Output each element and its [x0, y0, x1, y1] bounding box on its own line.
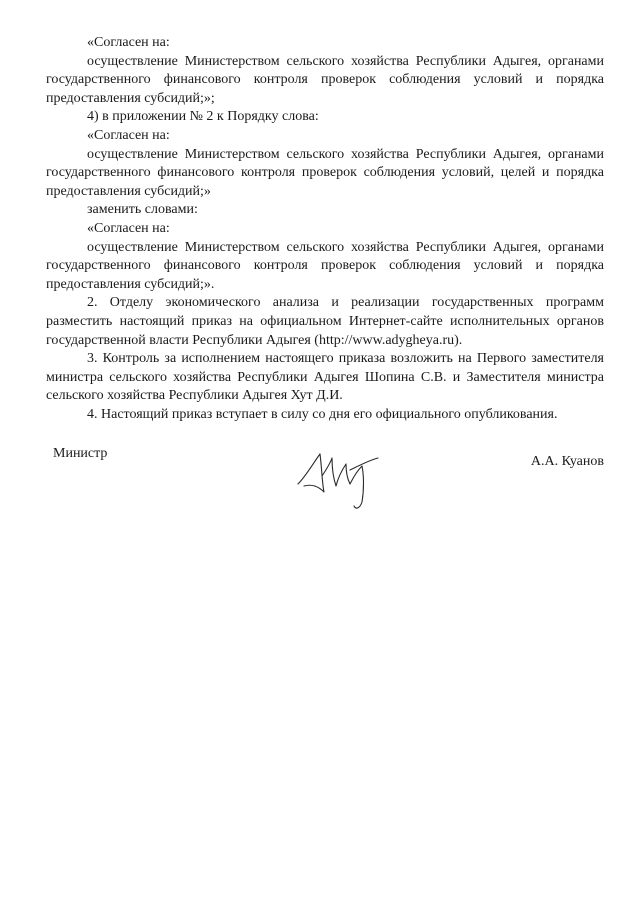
signature-title: Министр [53, 446, 108, 461]
paragraph: «Согласен на: [87, 35, 170, 50]
paragraph: осуществление Министерством сельского хозяйства Республики Адыгея, органами государственного финансового контроля проверок соблюдения условий и порядка предоставления субсидий;»; [46, 53, 604, 106]
paragraph: осуществление Министерством сельского хозяйства Республики Адыгея, органами государственного финансового контроля проверок соблюдения условий, целей и порядка предоставления субсидий;» [46, 146, 604, 199]
paragraph: 4. Настоящий приказ вступает в силу со дня его официального опубликования. [87, 406, 558, 422]
paragraph: «Согласен на: [87, 127, 170, 143]
paragraph: осуществление Министерством сельского хозяйства Республики Адыгея, органами государственного финансового контроля проверок соблюдения условий и порядка предоставления субсидий;». [46, 239, 604, 292]
paragraph: «Согласен на: [87, 220, 170, 236]
paragraph: заменить словами: [87, 202, 198, 218]
handwritten-signature [292, 440, 384, 512]
paragraph: 4) в приложении № 2 к Порядку слова: [87, 109, 319, 125]
signatory-name: А.А. Куанов [530, 454, 604, 469]
document-body [46, 34, 604, 424]
paragraph: 2. Отделу экономического анализа и реализации государственных программ разместить настоящий приказ на официальном Интернет-сайте исполнительных органов государственной власти Республики Адыгея (http://www.adygheya.ru). [46, 295, 604, 348]
paragraph: 3. Контроль за исполнением настоящего приказа возложить на Первого заместителя министра сельского хозяйства Республики Адыгея Шопина С.В. и Заместителя министра сельского хозяйства Республики Адыгея Хут Д.И. [46, 351, 604, 404]
